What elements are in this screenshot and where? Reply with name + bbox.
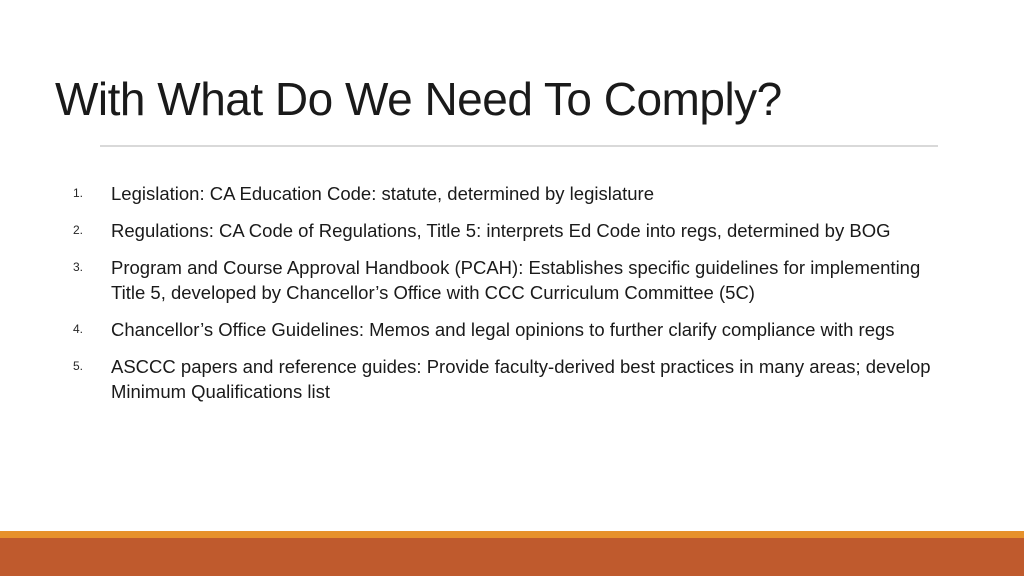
- list-item-text: Regulations: CA Code of Regulations, Title 5: interprets Ed Code into regs, determined by BOG: [111, 220, 891, 241]
- list-item-text: Program and Course Approval Handbook (PCAH): Establishes specific guidelines for implementing Title 5, developed by Chancellor’s Office with CCC Curriculum Committee (5C): [111, 257, 921, 303]
- slide-title: With What Do We Need To Comply?: [55, 72, 782, 125]
- list-item-text: ASCCC papers and reference guides: Provide faculty-derived best practices in many areas; develop Minimum Qualifications list: [111, 356, 931, 402]
- list-item-number: 2.: [73, 223, 84, 237]
- list-item-text: Legislation: CA Education Code: statute, determined by legislature: [111, 183, 654, 204]
- footer-accent-stripe: [0, 531, 1024, 538]
- title-divider: [100, 145, 938, 147]
- list-item: [68, 354, 948, 404]
- list-item-number: 1.: [73, 186, 84, 200]
- list-item-text: Chancellor’s Office Guidelines: Memos and legal opinions to further clarify compliance with regs: [111, 319, 895, 340]
- list-item-number: 4.: [73, 322, 84, 336]
- compliance-list: [68, 181, 948, 416]
- list-item: [68, 255, 948, 305]
- footer-bar: [0, 538, 1024, 576]
- list-item: [68, 181, 948, 206]
- list-item-number: 3.: [73, 260, 84, 274]
- list-item: [68, 317, 948, 342]
- list-item-number: 5.: [73, 359, 84, 373]
- list-item: [68, 218, 948, 243]
